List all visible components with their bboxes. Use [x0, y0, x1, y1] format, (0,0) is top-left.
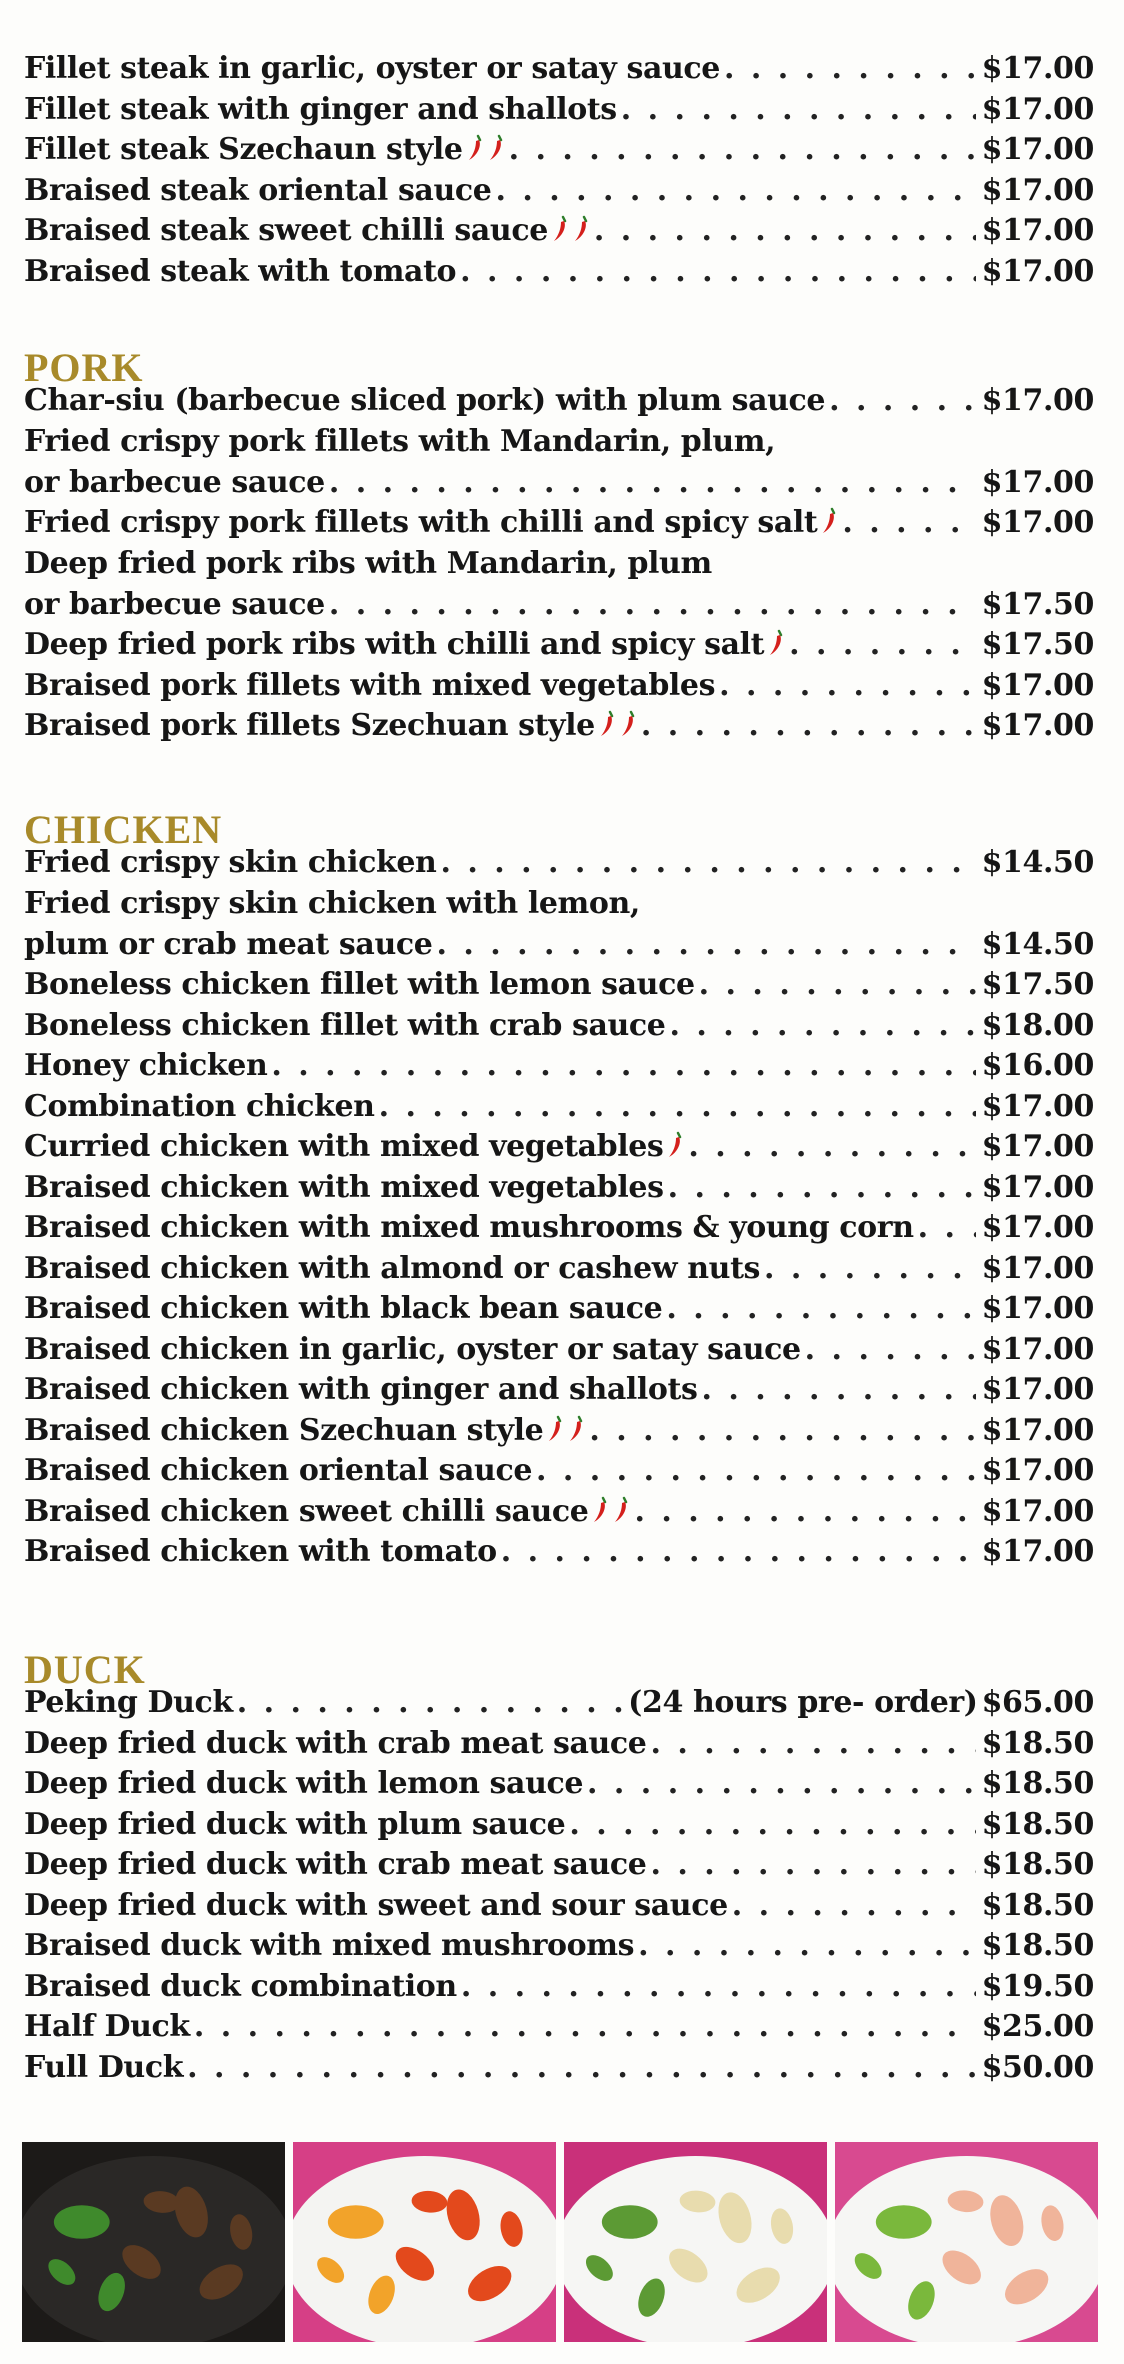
dish-price: $16.00: [981, 1048, 1094, 1083]
dish-name: Fried crispy pork fillets with Mandarin, plum,: [24, 423, 776, 459]
chilli-icon: [666, 1131, 684, 1159]
dish-price: $17.00: [981, 213, 1094, 248]
dish-name: or barbecue sauce: [24, 586, 325, 622]
menu-item: [24, 1450, 1094, 1491]
dish-name: Fillet steak with ginger and shallots: [24, 91, 617, 127]
dish-name: Braised pork fillets with mixed vegetables: [24, 667, 716, 703]
dot-leader: [701, 1369, 975, 1410]
menu-item-line: [24, 1723, 1094, 1764]
dot-leader: [829, 380, 975, 421]
menu-item: [24, 1126, 1094, 1167]
dish-name: Char-siu (barbecue sliced pork) with plum sauce: [24, 383, 826, 418]
menu-item-line: [24, 502, 1094, 543]
menu-item-line: [24, 1450, 1094, 1491]
dish-name: Full Duck: [24, 2049, 184, 2085]
dot-leader: [509, 129, 976, 170]
dish-name: Braised pork fillets Szechuan style: [24, 705, 637, 746]
menu-item-line: [24, 1925, 1094, 1966]
dish-name: Fried crispy skin chicken with lemon,: [24, 885, 640, 921]
dot-leader: [501, 1531, 976, 1572]
dish-name: Boneless chicken fillet with crab sauce: [24, 1007, 666, 1043]
chilli-icon: [619, 710, 637, 738]
menu-item-line: [24, 1126, 1094, 1167]
menu-item-line: [24, 1167, 1094, 1208]
dot-leader: [461, 1966, 976, 2007]
menu-item: [24, 1369, 1094, 1410]
dish-price: $17.00: [981, 1534, 1094, 1569]
dot-leader: [668, 1167, 976, 1208]
dot-leader: [569, 1804, 975, 1845]
menu-item-line: [24, 1491, 1094, 1532]
chilli-icon: [591, 1496, 609, 1524]
menu-item-line: [24, 48, 1094, 89]
chilli-icon: [598, 710, 616, 738]
menu-item-line: [24, 1804, 1094, 1845]
dish-name: Combination chicken: [24, 1088, 375, 1124]
menu-item-line: [24, 842, 1094, 883]
menu-item-line: [24, 1844, 1094, 1885]
menu-item-line: [24, 624, 1094, 665]
menu-item-line: [24, 170, 1094, 211]
dot-leader: [650, 1844, 975, 1885]
dish-price: $17.00: [981, 383, 1094, 418]
dot-leader: [918, 1207, 976, 1248]
dish-price: $50.00: [981, 2049, 1094, 2085]
chilli-icon: [567, 1415, 585, 1443]
menu-item-line: [24, 1369, 1094, 1410]
dot-leader: [237, 1682, 624, 1723]
chilli-icon: [546, 1415, 564, 1443]
dish-name: Curried chicken with mixed vegetables: [24, 1126, 684, 1167]
prawn-vegetables-photo: [835, 2142, 1098, 2342]
menu-item-line: [24, 1682, 1094, 1723]
menu-item: [24, 1410, 1094, 1451]
dish-price: $18.50: [981, 1725, 1094, 1761]
dish-name: Half Duck: [24, 2009, 190, 2044]
menu-item: [24, 89, 1094, 130]
dot-leader: [436, 924, 975, 965]
menu-item-line: [24, 924, 1094, 965]
menu-item: [24, 842, 1094, 883]
dish-name: Braised steak sweet chilli sauce: [24, 210, 590, 251]
dish-name: Braised steak oriental sauce: [24, 172, 492, 208]
menu-item-line: [24, 251, 1094, 292]
sizzling-beef-photo: [22, 2142, 285, 2342]
menu-item: [24, 1167, 1094, 1208]
menu-item: [24, 380, 1094, 421]
menu-item-line: [24, 1207, 1094, 1248]
dish-price: $17.00: [981, 505, 1094, 540]
dot-leader: [329, 462, 976, 503]
dish-price: $17.00: [981, 91, 1094, 127]
menu-item: [24, 1491, 1094, 1532]
dish-name: Honey chicken: [24, 1048, 268, 1083]
dot-leader: [688, 1126, 975, 1167]
dish-price: $14.50: [981, 845, 1094, 880]
menu-item: [24, 1723, 1094, 1764]
sweet-sour-pork-photo: [293, 2142, 556, 2342]
menu-item-line: [24, 883, 1094, 924]
chilli-icon: [551, 215, 569, 243]
dot-leader: [724, 48, 976, 89]
dot-leader: [842, 502, 975, 543]
dish-price: $17.50: [981, 627, 1094, 662]
dish-price: $18.50: [981, 1928, 1094, 1963]
dot-leader: [670, 1005, 976, 1046]
stir-fry-noodles-photo: [564, 2142, 827, 2342]
menu-item-line: [24, 1248, 1094, 1289]
dot-leader: [594, 210, 976, 251]
dish-name: Braised chicken in garlic, oyster or satay sauce: [24, 1331, 801, 1367]
menu-item-line: [24, 1086, 1094, 1127]
dish-name: Braised chicken with tomato: [24, 1534, 497, 1569]
dot-leader: [621, 89, 976, 130]
dish-name: Deep fried pork ribs with chilli and spicy salt: [24, 624, 785, 665]
dish-price: $17.00: [981, 1291, 1094, 1326]
dish-name: Braised duck combination: [24, 1968, 457, 2004]
dish-price: $17.00: [981, 1210, 1094, 1245]
menu-item: [24, 883, 1094, 965]
dot-leader: [495, 170, 975, 211]
menu-item-line: [24, 1005, 1094, 1046]
dot-leader: [699, 964, 976, 1005]
dish-name: Deep fried duck with crab meat sauce: [24, 1725, 647, 1761]
dish-price: $17.00: [981, 1493, 1094, 1529]
dot-leader: [764, 1248, 976, 1289]
section-heading-pork: PORK: [24, 345, 144, 390]
dish-price: $17.00: [981, 464, 1094, 500]
dish-name: Fried crispy skin chicken: [24, 845, 437, 880]
menu-item: [24, 1531, 1094, 1572]
dish-name: Braised chicken with mixed mushrooms & young corn: [24, 1210, 914, 1245]
menu-item: [24, 1288, 1094, 1329]
dish-price: $18.50: [981, 1806, 1094, 1842]
dot-leader: [641, 705, 976, 746]
dish-price: $25.00: [981, 2009, 1094, 2044]
dish-price: $65.00: [981, 1685, 1094, 1720]
dish-name: Deep fried duck with lemon sauce: [24, 1766, 584, 1801]
menu-item-line: [24, 665, 1094, 706]
menu-item: [24, 1682, 1094, 1723]
dot-leader: [719, 665, 975, 706]
menu-item: [24, 2047, 1094, 2088]
menu-item: [24, 624, 1094, 665]
dish-name: Fillet steak Szechaun style: [24, 129, 505, 170]
dish-price: $17.00: [981, 1088, 1094, 1124]
dish-price: $17.00: [981, 172, 1094, 208]
menu-item: [24, 1005, 1094, 1046]
dot-leader: [805, 1329, 976, 1370]
menu-item-line: [24, 380, 1094, 421]
menu-item-line: [24, 584, 1094, 625]
menu-item-line: [24, 210, 1094, 251]
chilli-icon: [612, 1496, 630, 1524]
menu-item: [24, 502, 1094, 543]
menu-item: [24, 421, 1094, 503]
menu-item: [24, 665, 1094, 706]
menu-item: [24, 129, 1094, 170]
chilli-icon: [767, 629, 785, 657]
chilli-icon: [572, 215, 590, 243]
menu-item-line: [24, 1410, 1094, 1451]
dish-price: $17.00: [981, 1169, 1094, 1205]
dish-price: $17.00: [981, 51, 1094, 86]
dot-leader: [194, 2006, 976, 2047]
menu-item: [24, 1763, 1094, 1804]
dot-leader: [440, 842, 975, 883]
dish-price: $18.50: [981, 1766, 1094, 1801]
menu-item: [24, 251, 1094, 292]
dish-name: Braised chicken Szechuan style: [24, 1410, 585, 1451]
menu-item: [24, 1207, 1094, 1248]
dish-name: Deep fried pork ribs with Mandarin, plum: [24, 545, 712, 581]
food-photo-strip: [22, 2142, 1098, 2342]
dot-leader: [536, 1450, 976, 1491]
dish-price: $17.00: [981, 1331, 1094, 1367]
dot-leader: [650, 1723, 975, 1764]
dish-price: $17.00: [981, 1412, 1094, 1448]
menu-item-line: [24, 462, 1094, 503]
dot-leader: [271, 1045, 975, 1086]
dish-name: Fillet steak in garlic, oyster or satay sauce: [24, 51, 720, 86]
menu-item-line: [24, 964, 1094, 1005]
dish-name: Braised chicken with ginger and shallots: [24, 1372, 698, 1407]
menu-item-line: [24, 1329, 1094, 1370]
dish-name: Braised chicken oriental sauce: [24, 1453, 533, 1488]
menu-item: [24, 1966, 1094, 2007]
menu-item-line: [24, 705, 1094, 746]
menu-item: [24, 1086, 1094, 1127]
menu-item: [24, 543, 1094, 625]
menu-item: [24, 705, 1094, 746]
dot-leader: [329, 584, 976, 625]
menu-item-line: [24, 1763, 1094, 1804]
menu-item-line: [24, 1045, 1094, 1086]
dish-name: Braised duck with mixed mushrooms: [24, 1928, 635, 1963]
dish-name: Braised steak with tomato: [24, 253, 457, 289]
dish-price: $17.00: [981, 1250, 1094, 1286]
dish-price: $17.00: [981, 1372, 1094, 1407]
dot-leader: [460, 251, 975, 292]
dot-leader: [732, 1885, 976, 1926]
menu-item-line: [24, 1966, 1094, 2007]
menu-item: [24, 48, 1094, 89]
dish-price: $17.50: [981, 967, 1094, 1002]
menu-item-line: [24, 421, 1094, 462]
dish-price: $17.00: [981, 132, 1094, 167]
dish-name: Deep fried duck with sweet and sour sauce: [24, 1887, 728, 1923]
menu-item: [24, 1885, 1094, 1926]
chilli-icon: [466, 134, 484, 162]
dish-price: $18.00: [981, 1007, 1094, 1043]
dish-name: Fried crispy pork fillets with chilli and spicy salt: [24, 502, 838, 543]
menu-item-line: [24, 1288, 1094, 1329]
menu-item: [24, 1804, 1094, 1845]
menu-item-line: [24, 89, 1094, 130]
dish-price: $18.50: [981, 1847, 1094, 1882]
dish-name: Peking Duck: [24, 1685, 233, 1720]
menu-item-line: [24, 129, 1094, 170]
dot-leader: [638, 1925, 976, 1966]
menu-item: [24, 1248, 1094, 1289]
menu-item: [24, 1844, 1094, 1885]
dish-name: Boneless chicken fillet with lemon sauce: [24, 967, 695, 1002]
dish-price: $17.00: [981, 708, 1094, 743]
dot-leader: [666, 1288, 975, 1329]
dish-price: $17.00: [981, 253, 1094, 289]
dish-name: Braised chicken with black bean sauce: [24, 1291, 663, 1326]
dot-leader: [634, 1491, 975, 1532]
menu-item-line: [24, 1531, 1094, 1572]
dish-name: plum or crab meat sauce: [24, 926, 433, 962]
dish-price: $19.50: [981, 1968, 1094, 2004]
menu-item-line: [24, 1885, 1094, 1926]
dish-price: $17.00: [981, 1453, 1094, 1488]
section-heading-chicken: CHICKEN: [24, 807, 223, 852]
dot-leader: [187, 2047, 975, 2088]
dish-name: Deep fried duck with plum sauce: [24, 1806, 566, 1842]
dish-price: $14.50: [981, 926, 1094, 962]
dish-price: $17.50: [981, 586, 1094, 622]
dish-name: Deep fried duck with crab meat sauce: [24, 1847, 647, 1882]
order-note: (24 hours pre- order): [628, 1685, 978, 1720]
chilli-icon: [487, 134, 505, 162]
menu-item-line: [24, 2006, 1094, 2047]
dot-leader: [587, 1763, 976, 1804]
dish-name: Braised chicken with mixed vegetables: [24, 1169, 664, 1205]
dish-name: or barbecue sauce: [24, 464, 325, 500]
menu-item: [24, 1329, 1094, 1370]
dot-leader: [589, 1410, 975, 1451]
menu-item: [24, 2006, 1094, 2047]
dot-leader: [379, 1086, 976, 1127]
chilli-icon: [820, 507, 838, 535]
dish-price: $17.00: [981, 667, 1094, 703]
section-heading-duck: DUCK: [24, 1647, 146, 1692]
dish-price: $17.00: [981, 1129, 1094, 1164]
menu-item: [24, 210, 1094, 251]
dot-leader: [789, 624, 976, 665]
dish-price: $18.50: [981, 1887, 1094, 1923]
dish-name: Braised chicken with almond or cashew nuts: [24, 1250, 761, 1286]
menu-item: [24, 170, 1094, 211]
menu-item: [24, 964, 1094, 1005]
dish-name: Braised chicken sweet chilli sauce: [24, 1491, 630, 1532]
menu-item: [24, 1045, 1094, 1086]
menu-item: [24, 1925, 1094, 1966]
menu-item-line: [24, 2047, 1094, 2088]
menu-item-line: [24, 543, 1094, 584]
